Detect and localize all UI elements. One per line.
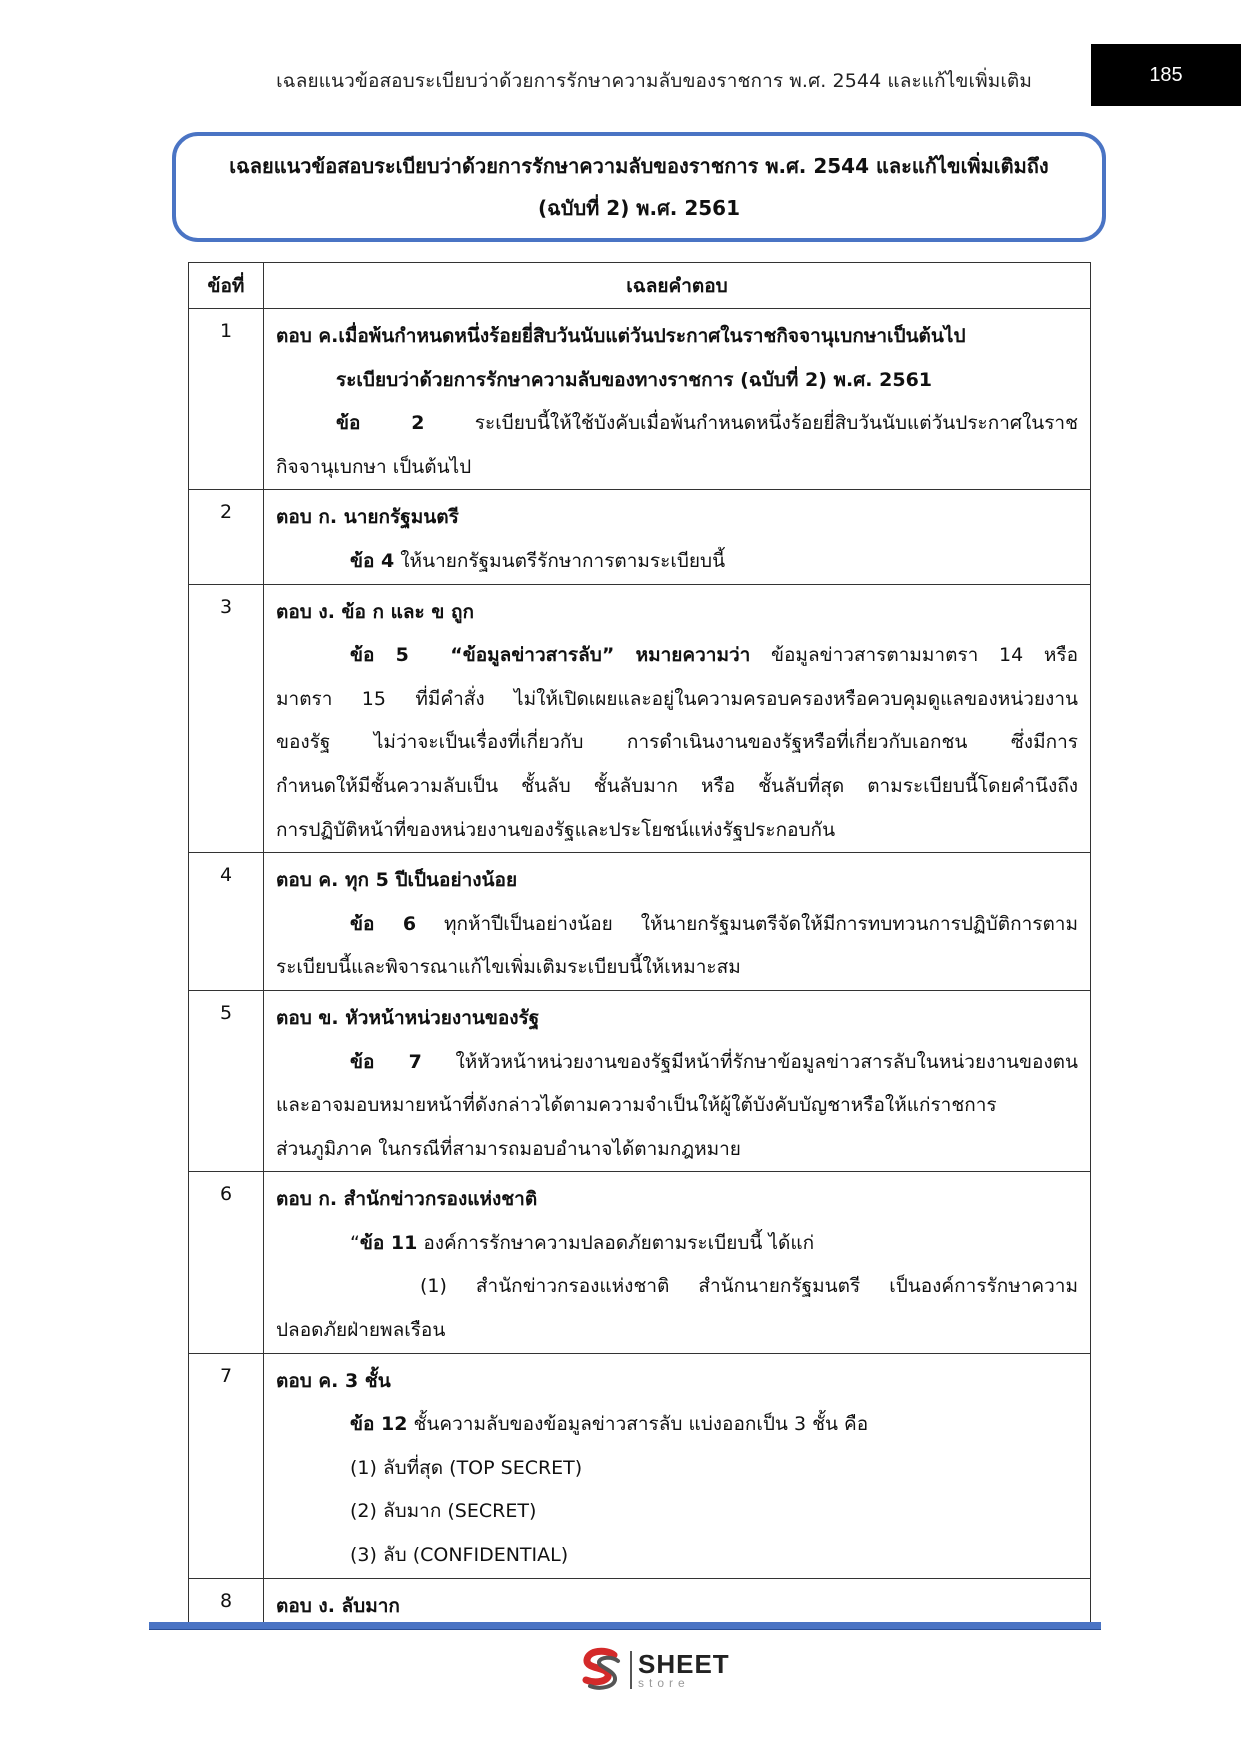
row-number: 1 (189, 309, 264, 490)
row-number: 6 (189, 1172, 264, 1353)
explanation-line: การปฏิบัติหน้าที่ของหน่วยงานของรัฐและประโยชน์แห่งรัฐประกอบกัน (276, 818, 836, 841)
footer-rule (149, 1622, 1101, 1630)
answer-line: ตอบ ง. ลับมาก (276, 1594, 400, 1617)
table-row (189, 853, 1091, 991)
explanation-line: ข้อ 2 ระเบียบนี้ให้ใช้บังคับเมื่อพ้นกำหนดหนึ่งร้อยยี่สิบวันนับแต่วันประกาศในราช (336, 412, 1078, 435)
column-header-answer: เฉลยคำตอบ (264, 263, 1091, 309)
explanation-line: มาตรา 15 ที่มีคำสั่ง ไม่ให้เปิดเผยและอยู่ในความครอบครองหรือควบคุมดูแลของหน่วยงาน (276, 687, 1078, 710)
clause-label: ข้อ 2 (336, 412, 425, 435)
explanation-line: ปลอดภัยฝ่ายพลเรือน (276, 1319, 446, 1342)
table-row (189, 1353, 1091, 1578)
column-header-number: ข้อที่ (189, 263, 264, 309)
explanation-line: ข้อ 6 ทุกห้าปีเป็นอย่างน้อย ให้นายกรัฐมนตรีจัดให้มีการทบทวนการปฏิบัติการตาม (350, 912, 1078, 935)
row-number: 5 (189, 990, 264, 1171)
explanation-line: และอาจมอบหมายหน้าที่ดังกล่าวได้ตามความจำเป็นให้ผู้ใต้บังคับบัญชาหรือให้แก่ราชการ (276, 1094, 997, 1117)
defined-term: “ข้อมูลข่าวสารลับ” หมายความว่า (450, 644, 751, 667)
clause-label: ข้อ 11 (359, 1231, 418, 1254)
logo-main-text: SHEET (638, 1649, 730, 1679)
row-answer-cell (264, 1172, 1091, 1353)
explanation-line: ข้อ 7 ให้หัวหน้าหน่วยงานของรัฐมีหน้าที่รักษาข้อมูลข่าวสารลับในหน่วยงานของตน (350, 1050, 1078, 1073)
table-row (189, 584, 1091, 853)
row-number: 7 (189, 1353, 264, 1578)
logo-sub-text: store (638, 1676, 690, 1690)
row-answer-cell (264, 990, 1091, 1171)
sheet-store-logo-icon (578, 1647, 624, 1693)
document-title-box (172, 132, 1106, 242)
document-title-line-2: (ฉบับที่ 2) พ.ศ. 2561 (537, 196, 741, 220)
table-header-row (189, 263, 1091, 309)
explanation-line: กิจจานุเบกษา เป็นต้นไป (276, 455, 472, 478)
logo-wordmark (630, 1651, 730, 1689)
row-number: 3 (189, 584, 264, 853)
clause-label: ข้อ 6 (350, 912, 417, 935)
list-item: (2) ลับมาก (SECRET) (350, 1500, 537, 1523)
explanation-line: ข้อ 12 ชั้นความลับของข้อมูลข่าวสารลับ แบ่งออกเป็น 3 ชั้น คือ (350, 1413, 869, 1436)
row-answer-cell (264, 584, 1091, 853)
explanation-line: ข้อ 4 ให้นายกรัฐมนตรีรักษาการตามระเบียบนี้ (350, 549, 726, 572)
explanation-line: ของรัฐ ไม่ว่าจะเป็นเรื่องที่เกี่ยวกับ การดำเนินงานของรัฐหรือที่เกี่ยวกับเอกชน ซึ่งมีการ (276, 731, 1078, 754)
running-title: เฉลยแนวข้อสอบระเบียบว่าด้วยการรักษาความลับของราชการ พ.ศ. 2544 และแก้ไขเพิ่มเติม (276, 70, 1032, 92)
regulation-title: ระเบียบว่าด้วยการรักษาความลับของทางราชการ (ฉบับที่ 2) พ.ศ. 2561 (336, 368, 933, 391)
sheet-store-logo (578, 1645, 748, 1695)
row-number: 4 (189, 853, 264, 991)
row-answer-cell (264, 1353, 1091, 1578)
page-number-box (1091, 44, 1241, 106)
explanation-line: “ข้อ 11 องค์การรักษาความปลอดภัยตามระเบียบนี้ ได้แก่ (350, 1231, 815, 1254)
table-row (189, 490, 1091, 584)
answer-line: ตอบ ค. ทุก 5 ปีเป็นอย่างน้อย (276, 869, 518, 892)
explanation-line: ข้อ 5 “ข้อมูลข่าวสารลับ” หมายความว่า ข้อมูลข่าวสารตามมาตรา 14 หรือ (350, 644, 1078, 667)
clause-label: ข้อ 12 (350, 1413, 408, 1436)
answer-line: ตอบ ก. สำนักข่าวกรองแห่งชาติ (276, 1188, 538, 1211)
clause-label: ข้อ 7 (350, 1050, 422, 1073)
row-answer-cell (264, 853, 1091, 991)
answer-line: ตอบ ค. 3 ชั้น (276, 1369, 391, 1392)
answer-line: ตอบ ก. นายกรัฐมนตรี (276, 506, 459, 529)
answer-line: ตอบ ค.เมื่อพ้นกำหนดหนึ่งร้อยยี่สิบวันนับแต่วันประกาศในราชกิจจานุเบกษาเป็นต้นไป (276, 325, 966, 347)
table-row (189, 309, 1091, 490)
table-row (189, 990, 1091, 1171)
explanation-line: (1) สำนักข่าวกรองแห่งชาติ สำนักนายกรัฐมนตรี เป็นองค์การรักษาความ (420, 1275, 1078, 1298)
explanation-line: ระเบียบนี้และพิจารณาแก้ไขเพิ่มเติมระเบียบนี้ให้เหมาะสม (276, 956, 741, 979)
row-number: 8 (189, 1578, 264, 1629)
explanation-line: ส่วนภูมิภาค ในกรณีที่สามารถมอบอำนาจได้ตามกฎหมาย (276, 1137, 741, 1160)
page-number: 185 (1149, 63, 1183, 86)
table-row (189, 1172, 1091, 1353)
list-item: (1) ลับที่สุด (TOP SECRET) (350, 1456, 583, 1479)
clause-label: ข้อ 4 (350, 549, 395, 572)
running-header (0, 66, 1058, 96)
list-item: (3) ลับ (CONFIDENTIAL) (350, 1544, 569, 1567)
row-number: 2 (189, 490, 264, 584)
answer-line: ตอบ ง. ข้อ ก และ ข ถูก (276, 600, 474, 623)
row-answer-cell (264, 309, 1091, 490)
row-answer-cell (264, 490, 1091, 584)
explanation-line: กำหนดให้มีชั้นความลับเป็น ชั้นลับ ชั้นลับมาก หรือ ชั้นลับที่สุด ตามระเบียบนี้โดยคำนึงถึง (276, 774, 1078, 797)
answer-table (188, 262, 1091, 1629)
clause-label: ข้อ 5 (350, 644, 409, 667)
answer-line: ตอบ ข. หัวหน้าหน่วยงานของรัฐ (276, 1006, 540, 1029)
document-title-line-1: เฉลยแนวข้อสอบระเบียบว่าด้วยการรักษาความลับของราชการ พ.ศ. 2544 และแก้ไขเพิ่มเติมถึง (229, 154, 1049, 178)
